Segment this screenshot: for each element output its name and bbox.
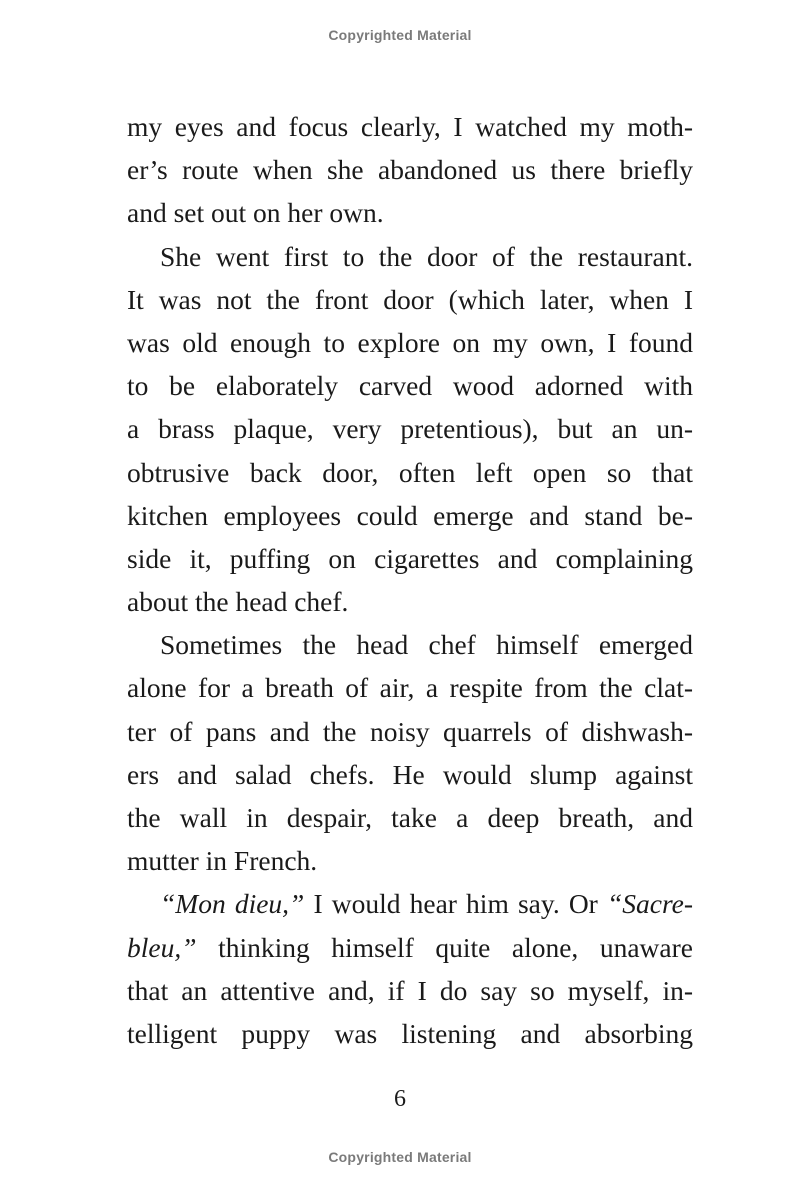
text-line: and set out on her own. [127,197,384,229]
text-line: to be elaborately carved wood adorned with [127,370,693,402]
italic-phrase: bleu,” [127,931,197,963]
book-page-body [127,105,693,1055]
text-line: alone for a breath of air, a respite from the clat- [127,672,693,704]
text-line: that an attentive and, if I do say so myself, in- [127,974,693,1006]
text-line: obtrusive back door, often left open so that [127,456,693,488]
text-line: side it, puffing on cigarettes and complaining [127,542,693,574]
text-span: I would hear him say. Or [304,888,607,920]
text-line: Sometimes the head chef himself emerged [160,629,693,661]
text-line: er’s route when she abandoned us there briefly [127,154,693,186]
text-line: telligent puppy was listening and absorbing [127,1017,693,1049]
text-line: mutter in French. [127,845,318,877]
text-span: thinking himself quite alone, unaware [196,931,693,963]
text-line: my eyes and focus clearly, I watched my moth- [127,111,693,142]
italic-phrase: “Sacre- [606,888,693,920]
text-line: She went first to the door of the restaurant. [160,240,693,272]
text-line: the wall in despair, take a deep breath, and [127,802,693,833]
page-number: 6 [394,1086,406,1112]
text-line [127,882,693,925]
text-line: ers and salad chefs. He would slump against [127,758,693,790]
text-line: ter of pans and the noisy quarrels of dishwash- [127,715,693,747]
copyright-watermark-bottom: Copyrighted Material [328,1149,472,1165]
italic-phrase: “Mon dieu,” [160,888,305,920]
text-line: It was not the front door (which later, when I [127,283,693,315]
text-line: a brass plaque, very pretentious), but an un- [127,413,693,445]
text-line: kitchen employees could emerge and stand be- [127,499,693,531]
text-line: about the head chef. [127,586,349,618]
text-line: was old enough to explore on my own, I found [127,326,693,358]
copyright-watermark-top: Copyrighted Material [328,27,472,43]
text-line [127,926,693,969]
